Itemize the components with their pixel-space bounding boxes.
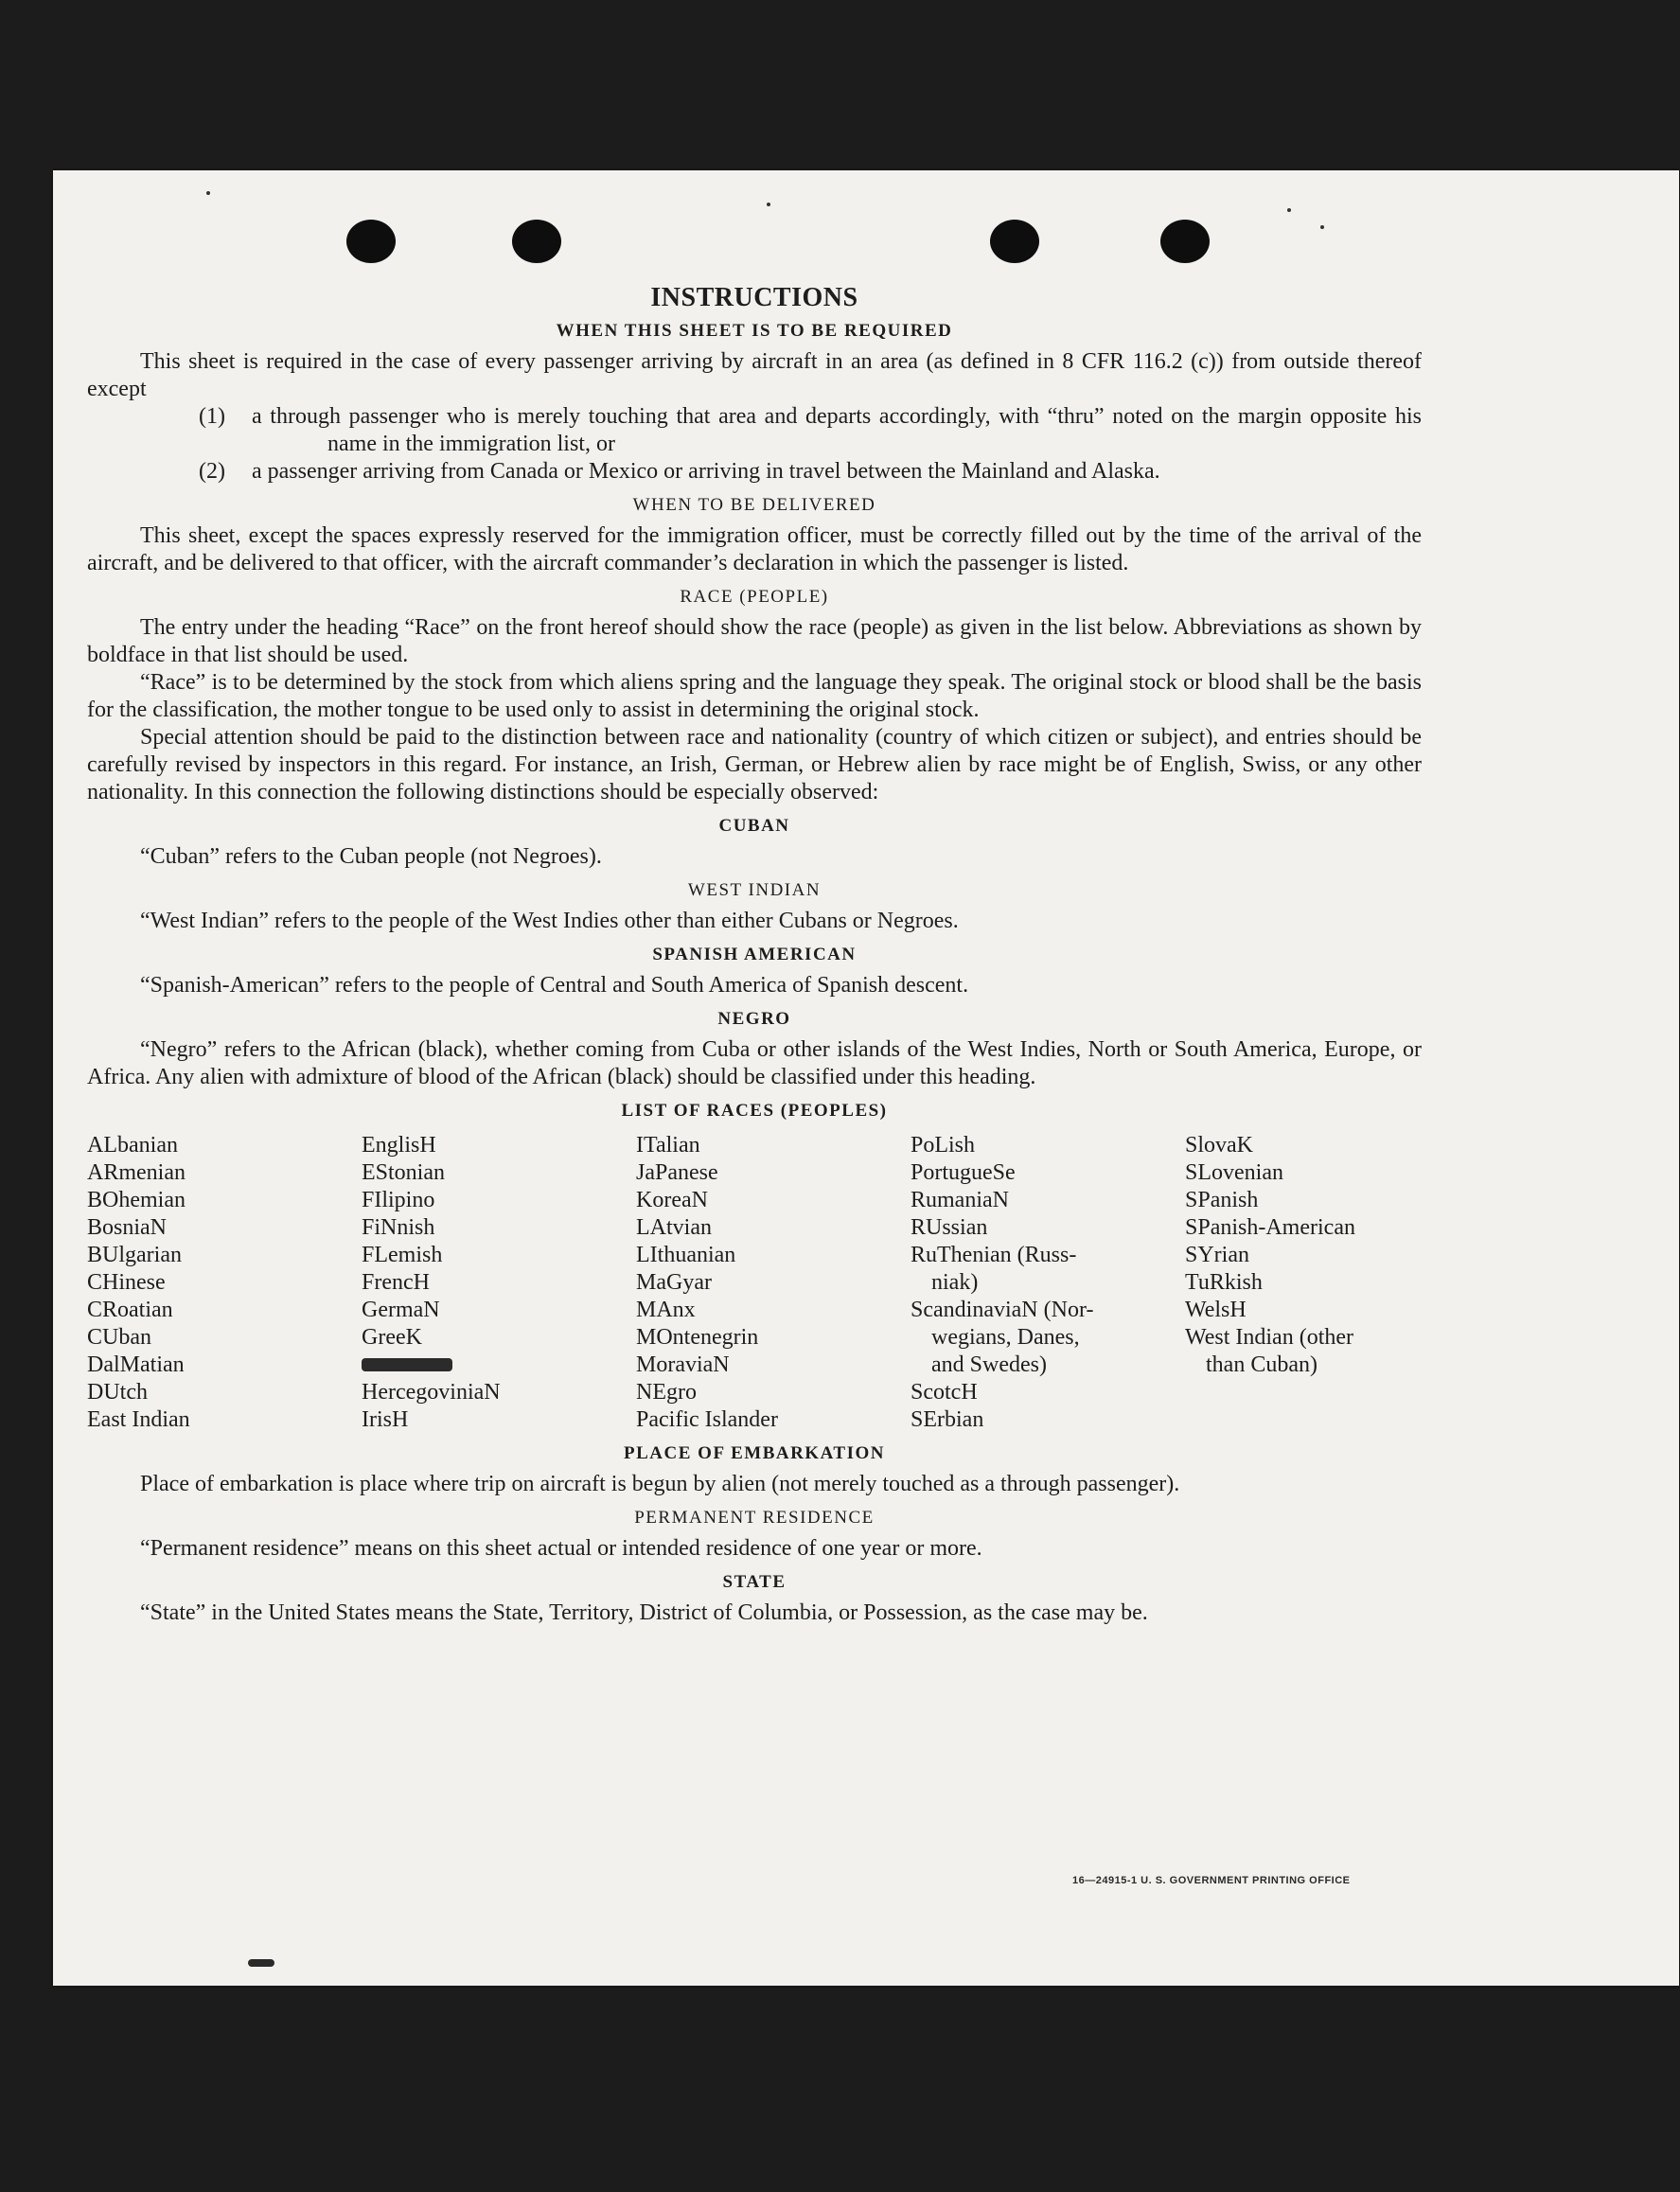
race-item: East Indian [87, 1407, 190, 1432]
heading-list-of-races: LIST OF RACES (PEOPLES) [621, 1101, 888, 1121]
delivered-text: This sheet, except the spaces expressly reserved for the immigration officer, must be correctly filled out by the time of the arrival of the aircraft, and be delivered to that officer, with the aircraft commander’s declaration in which the passenger is listed. [87, 523, 1422, 575]
race-item: SPanish [1185, 1188, 1259, 1212]
heading-race: RACE (PEOPLE) [680, 587, 829, 607]
races-column-5 [1185, 1132, 1422, 1434]
race-item: SErbian [911, 1407, 984, 1432]
speck [1320, 225, 1324, 229]
race-item: ScotcH [911, 1380, 978, 1405]
races-column-4 [911, 1132, 1185, 1434]
race-paragraph-3: Special attention should be paid to the distinction between race and nationality (country of which citizen or subject), and entries should be carefully revised by inspectors in this regard. For instance, an Irish, German, or Hebrew alien by race might be of English, Swiss, or any other nationality. In this connection the following distinctions should be especially observed: [87, 725, 1422, 804]
punch-hole [1160, 220, 1210, 263]
races-column-2 [362, 1132, 636, 1434]
cuban-text: “Cuban” refers to the Cuban people (not Negroes). [140, 844, 602, 869]
race-item: MOntenegrin [636, 1325, 759, 1350]
race-item: SlovaK [1185, 1133, 1253, 1158]
spanish-american-text: “Spanish-American” refers to the people of Central and South America of Spanish descent. [140, 973, 969, 998]
race-item: West Indian (other [1185, 1325, 1354, 1350]
race-item: ITalian [636, 1133, 700, 1158]
heading-negro: NEGRO [717, 1009, 791, 1029]
race-item: ScandinaviaN (Nor- [911, 1298, 1094, 1322]
race-item: EnglisH [362, 1133, 436, 1158]
negro-text: “Negro” refers to the African (black), whether coming from Cuba or other islands of the West Indies, North or South America, Europe, or Africa. Any alien with admixture of blood of the African (black) should be classified under this heading. [87, 1037, 1422, 1089]
heading-embarkation: PLACE OF EMBARKATION [624, 1443, 885, 1463]
heading-cuban: CUBAN [718, 816, 790, 836]
race-item: BUlgarian [87, 1243, 182, 1267]
race-item: Pacific Islander [636, 1407, 778, 1432]
punch-hole [512, 220, 561, 263]
page-title: INSTRUCTIONS [650, 283, 858, 312]
race-item: RuThenian (Russ- [911, 1243, 1077, 1267]
race-item: DUtch [87, 1380, 148, 1405]
required-intro: This sheet is required in the case of every passenger arriving by aircraft in an area (as defined in 8 CFR 116.2 (c)) from outside thereof except [87, 349, 1422, 401]
races-list [87, 1132, 1422, 1434]
race-item: ALbanian [87, 1133, 178, 1158]
race-item: wegians, Danes, [931, 1325, 1080, 1350]
exception-list [199, 403, 1422, 486]
heading-required: WHEN THIS SHEET IS TO BE REQUIRED [556, 321, 953, 341]
race-item: MoraviaN [636, 1352, 730, 1377]
race-item: LAtvian [636, 1215, 712, 1240]
instructions-body [87, 284, 1422, 1627]
races-column-3 [636, 1132, 911, 1434]
race-item: BOhemian [87, 1188, 186, 1212]
west-indian-text: “West Indian” refers to the people of the West Indies other than either Cubans or Negroes. [140, 909, 959, 933]
race-item: BosniaN [87, 1215, 167, 1240]
race-item: MaGyar [636, 1270, 712, 1295]
race-item: LIthuanian [636, 1243, 736, 1267]
race-item: GermaN [362, 1298, 440, 1322]
race-item: CUban [87, 1325, 151, 1350]
race-item: SPanish-American [1185, 1215, 1355, 1240]
race-item: SLovenian [1185, 1160, 1283, 1185]
race-item: IrisH [362, 1407, 409, 1432]
exception-item: (1) a through passenger who is merely touching that area and departs accordingly, with “thru” noted on the margin opposite his name in the immigration list, or [199, 404, 1422, 456]
redacted-entry [362, 1352, 636, 1379]
heading-state: STATE [722, 1572, 787, 1592]
speck [206, 191, 210, 195]
punch-hole [990, 220, 1039, 263]
race-item: FLemish [362, 1243, 443, 1267]
race-item: FiNnish [362, 1215, 435, 1240]
race-item: FrencH [362, 1270, 430, 1295]
race-item: FIlipino [362, 1188, 435, 1212]
race-item: DalMatian [87, 1352, 185, 1377]
embarkation-text: Place of embarkation is place where trip on aircraft is begun by alien (not merely touched as a through passenger). [140, 1472, 1180, 1496]
race-item: JaPanese [636, 1160, 718, 1185]
race-item: niak) [931, 1270, 979, 1295]
race-item: KoreaN [636, 1188, 708, 1212]
races-column-1 [87, 1132, 362, 1434]
speck [767, 203, 770, 206]
speck [1287, 208, 1291, 212]
race-item: EStonian [362, 1160, 445, 1185]
punch-hole [346, 220, 396, 263]
state-text: “State” in the United States means the State, Territory, District of Columbia, or Possession, as the case may be. [140, 1600, 1148, 1625]
exception-item: (2) a passenger arriving from Canada or Mexico or arriving in travel between the Mainland and Alaska. [199, 459, 1160, 484]
race-item: SYrian [1185, 1243, 1249, 1267]
race-item: NEgro [636, 1380, 697, 1405]
heading-delivered: WHEN TO BE DELIVERED [632, 495, 876, 515]
race-item: PoLish [911, 1133, 976, 1158]
race-item: CHinese [87, 1270, 166, 1295]
race-item: RUssian [911, 1215, 988, 1240]
race-paragraph-1: The entry under the heading “Race” on the front hereof should show the race (people) as given in the list below. Abbreviations as shown by boldface in that list should be used. [87, 615, 1422, 667]
smudge [248, 1959, 274, 1967]
race-item: WelsH [1185, 1298, 1247, 1322]
race-item: CRoatian [87, 1298, 173, 1322]
race-paragraph-2: “Race” is to be determined by the stock from which aliens spring and the language they speak. The original stock or blood shall be the basis for the classification, the mother tongue to be used only to assist in determining the original stock. [87, 670, 1422, 722]
race-item: GreeK [362, 1325, 422, 1350]
heading-west-indian: WEST INDIAN [687, 880, 822, 900]
race-item: MAnx [636, 1298, 696, 1322]
heading-residence: PERMANENT RESIDENCE [634, 1508, 875, 1528]
residence-text: “Permanent residence” means on this sheet actual or intended residence of one year or more. [140, 1536, 982, 1561]
printing-office-code: 16—24915-1 U. S. GOVERNMENT PRINTING OFFICE [1072, 1875, 1351, 1886]
race-item: and Swedes) [931, 1352, 1047, 1377]
race-item: TuRkish [1185, 1270, 1263, 1295]
heading-spanish-american: SPANISH AMERICAN [652, 945, 857, 964]
race-item: PortugueSe [911, 1160, 1016, 1185]
race-item: than Cuban) [1206, 1352, 1317, 1377]
race-item: HercegoviniaN [362, 1380, 501, 1405]
race-item: RumaniaN [911, 1188, 1009, 1212]
race-item: ARmenian [87, 1160, 186, 1185]
